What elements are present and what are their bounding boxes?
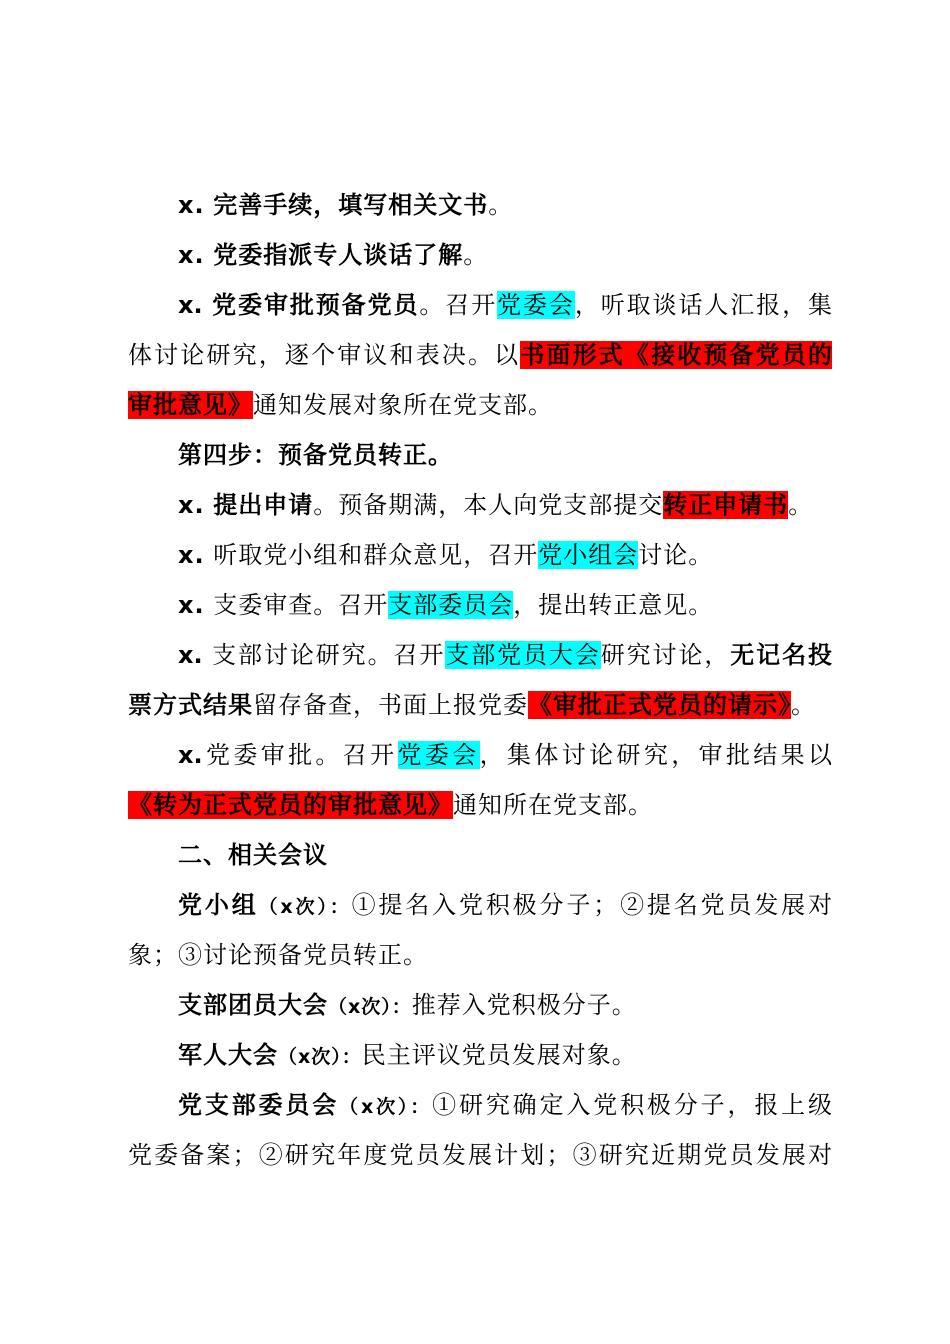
section-heading-meetings: 二、相关会议 — [178, 841, 328, 869]
meeting-item-party-group: 党小组（x次）：①提名入党积极分子；②提名党员发展对 — [178, 891, 833, 919]
highlight-meeting: 党委会 — [397, 741, 480, 769]
step-item-party-approve: x.党委审批。召开党委会，集体讨论研究，审批结果以 — [178, 741, 833, 769]
meeting-item-league: 支部团员大会（x次）：推荐入党积极分子。 — [178, 991, 637, 1019]
paragraph-line: 审批意见》通知发展对象所在党支部。 — [128, 391, 553, 419]
paragraph-line: 体讨论研究，逐个审议和表决。以书面形式《接收预备党员的 — [128, 341, 833, 369]
highlight-meeting: 党委会 — [497, 291, 575, 319]
highlight-document: 《转为正式党员的审批意见》 — [128, 791, 453, 819]
step-item-listen: x. 听取党小组和群众意见，召开党小组会讨论。 — [178, 541, 714, 569]
step-item-discuss: x. 支部讨论研究。召开支部党员大会研究讨论，无记名投 — [178, 641, 832, 669]
highlight-meeting: 支部委员会 — [388, 591, 514, 619]
step-item-apply: x. 提出申请。预备期满，本人向党支部提交转正申请书。 — [178, 491, 814, 519]
meeting-item-military: 军人大会（x次）：民主评议党员发展对象。 — [178, 1041, 637, 1069]
highlight-document: 《审批正式党员的请示》 — [528, 691, 791, 719]
meeting-item-branch-committee: 党支部委员会（x次）：①研究确定入党积极分子，报上级 — [178, 1091, 833, 1119]
highlight-document: 书面形式《接收预备党员的 — [520, 341, 833, 369]
step-item-review: x. 支委审查。召开支部委员会，提出转正意见。 — [178, 591, 714, 619]
section-heading-step4: 第四步：预备党员转正。 — [178, 441, 453, 469]
paragraph-line: 《转为正式党员的审批意见》通知所在党支部。 — [128, 791, 653, 819]
step-item-approve-probationary: x. 党委审批预备党员。召开党委会，听取谈话人汇报，集 — [178, 291, 832, 319]
paragraph-line: 党委备案；②研究年度党员发展计划；③研究近期党员发展对 — [128, 1141, 832, 1169]
paragraph-line: 象；③讨论预备党员转正。 — [128, 941, 428, 969]
step-item-talk: x. 党委指派专人谈话了解。 — [178, 241, 489, 269]
paragraph-line: 票方式结果留存备查，书面上报党委《审批正式党员的请示》。 — [128, 691, 816, 719]
highlight-document: 转正申请书 — [663, 491, 789, 519]
step-item-complete-procedures: x. 完善手续，填写相关文书。 — [178, 191, 514, 219]
highlight-meeting: 党小组会 — [538, 541, 639, 569]
highlight-meeting: 支部党员大会 — [445, 641, 601, 669]
highlight-document: 审批意见》 — [128, 391, 253, 419]
